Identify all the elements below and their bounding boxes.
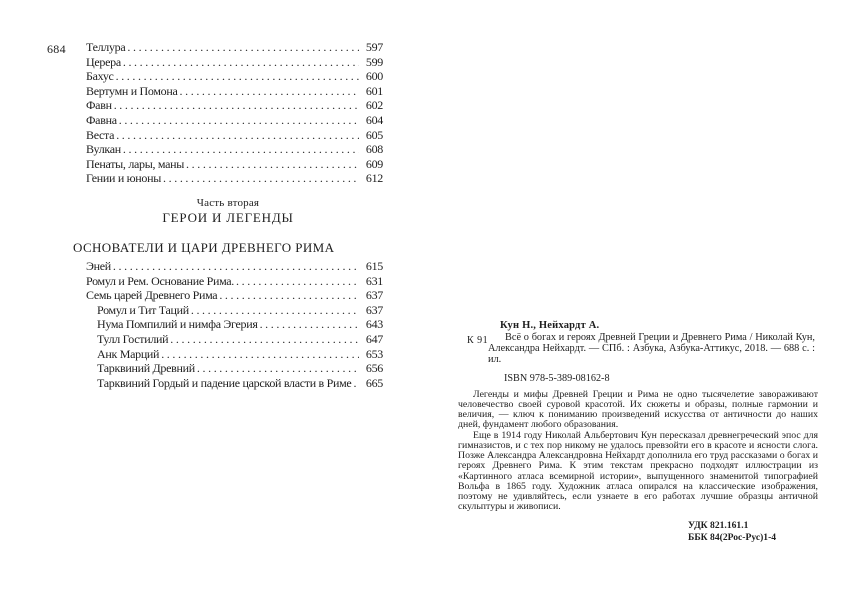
toc-entry: [73, 84, 383, 99]
dot-leader: [353, 376, 359, 391]
toc-entry-page: 604: [365, 112, 383, 127]
toc-entry: [73, 157, 383, 172]
bibliographic-description: Всё о богах и героях Древней Греции и Древнего Рима / Николай Кун, Александра Нейхардт. — СПб. : Азбука, Азбука-Аттикус, 2018. — 688 с. : ил.: [488, 332, 815, 365]
toc-entry: [73, 55, 383, 70]
toc-entry: [73, 69, 383, 84]
toc-entry-page: 637: [365, 302, 383, 317]
toc-entry-page: 599: [365, 54, 383, 69]
bibliographic-record: [458, 333, 818, 366]
toc-entry-title: Семь царей Древнего Рима: [86, 288, 218, 303]
toc-entry-page: 608: [365, 142, 383, 157]
toc-entry-title: Анк Марций: [97, 346, 160, 361]
dot-leader: [123, 142, 359, 157]
dot-leader: [161, 347, 359, 362]
dot-leader: [191, 303, 359, 318]
toc-entry: [73, 259, 383, 274]
bbk-code: ББК 84(2Рос-Рус)1-4: [688, 531, 777, 543]
dot-leader: [113, 259, 359, 274]
isbn-number: ISBN 978-5-389-08162-8: [504, 372, 610, 384]
authors-line: Кун Н., Нейхардт А.: [500, 320, 600, 331]
toc-entry-page: 631: [365, 273, 383, 288]
section-heading: ОСНОВАТЕЛИ И ЦАРИ ДРЕВНЕГО РИМА: [73, 240, 335, 256]
toc-entry: [73, 128, 383, 143]
dot-leader: [236, 274, 359, 289]
dot-leader: [119, 113, 359, 128]
toc-entry: [73, 303, 383, 318]
part-label: Часть вторая: [196, 196, 260, 209]
dot-leader: [219, 288, 359, 303]
toc-entry-page: 665: [365, 375, 383, 390]
toc-entry-title: Гении и юноны: [86, 171, 162, 186]
toc-entry: [73, 98, 383, 113]
annotation-paragraph: Еще в 1914 году Николай Альбертович Кун пересказал древнегреческий эпос для гимназистов, и с тех пор никому не удалось превзойти его в красоте и ясности слога. Позже Александра Александровна Нейхардт дополнила его труд рассказами о богах и героях Древнего Рима. К этим текстам прекрасно подходят иллюстрации из «Картинного атласа всемирной истории», выпущенного знаменитой типографией Вольфа в 1865 году. Художник атласа опирался на классические изображения, поэтому не удивляйтесь, если узнаете в его работах лучшие образцы античной скульптуры и живописи.: [458, 429, 818, 513]
toc-entry: [73, 347, 383, 362]
dot-leader: [114, 98, 359, 113]
dot-leader: [197, 361, 359, 376]
toc-entry-page: 612: [365, 171, 383, 186]
annotation-paragraph: Легенды и мифы Древней Греции и Рима не одно тысячелетие завораживают человечество своей суровой красотой. Их сюжеты и образы, полные гармонии и величия, — ключ к пониманию произведений искусства от античности до наших дней, фундамент любого образования.: [458, 388, 818, 431]
toc-entry: [73, 142, 383, 157]
dot-leader: [163, 171, 359, 186]
toc-entry-page: 615: [365, 258, 383, 273]
toc-entry-title: Ромул и Тит Таций: [97, 302, 189, 317]
toc-entry-title: Веста: [86, 127, 115, 142]
toc-entry-title: Вертумн и Помона: [86, 83, 178, 98]
toc-entry-title: Тарквиний Древний: [97, 361, 195, 376]
part-divider: [73, 197, 383, 226]
toc-entry: [73, 171, 383, 186]
toc-entry-title: Бахус: [86, 69, 114, 84]
toc-entry: [73, 361, 383, 376]
toc-entry-page: 643: [365, 317, 383, 332]
dot-leader: [116, 69, 359, 84]
toc-entry-title: Теллура: [86, 40, 126, 54]
toc-entry-page: 609: [365, 156, 383, 171]
toc-entry-page: 597: [365, 40, 383, 54]
dot-leader: [170, 332, 359, 347]
toc-entry-page: 602: [365, 98, 383, 113]
right-page-imprint: [458, 320, 818, 544]
dot-leader: [127, 40, 359, 55]
toc-entry-title: Фавн: [86, 98, 112, 113]
toc-entry: [73, 113, 383, 128]
toc-entry-page: 600: [365, 69, 383, 84]
toc-entry: [73, 376, 383, 391]
dot-leader: [116, 128, 359, 143]
toc-entry-title: Тулл Гостилий: [97, 331, 169, 346]
dot-leader: [260, 317, 359, 332]
udk-code: УДК 821.161.1: [688, 519, 749, 531]
toc-entry-title: Пенаты, лары, маны: [86, 156, 185, 171]
toc-entry: [73, 40, 383, 55]
folio-page-number: 684: [47, 42, 66, 56]
part-title: ГЕРОИ И ЛЕГЕНДЫ: [162, 209, 294, 225]
left-page-toc: [73, 40, 383, 390]
toc-entry-page: 656: [365, 361, 383, 376]
toc-entry: [73, 332, 383, 347]
toc-entry: [73, 317, 383, 332]
catalog-code: К 91: [467, 335, 489, 346]
toc-entry-title: Тарквиний Гордый и падение царской власти в Риме: [97, 375, 352, 390]
toc-entry-title: Эней: [86, 258, 111, 273]
toc-entry: [73, 288, 383, 303]
dot-leader: [180, 84, 359, 99]
toc-entry-title: Нума Помпилий и нимфа Эгерия: [97, 317, 258, 332]
toc-entry-page: 653: [365, 346, 383, 361]
toc-list-top: [73, 40, 383, 186]
toc-entry-page: 637: [365, 288, 383, 303]
toc-list-section: [73, 259, 383, 390]
classification-codes: [458, 520, 818, 544]
toc-entry-title: Церера: [86, 54, 121, 69]
toc-entry-page: 601: [365, 83, 383, 98]
toc-entry-title: Вулкан: [86, 142, 121, 157]
toc-entry-page: 605: [365, 127, 383, 142]
toc-entry-page: 647: [365, 331, 383, 346]
dot-leader: [186, 157, 359, 172]
toc-entry-title: Ромул и Рем. Основание Рима.: [86, 273, 235, 288]
dot-leader: [123, 55, 359, 70]
toc-entry-title: Фавна: [86, 112, 117, 127]
toc-entry: [73, 274, 383, 289]
